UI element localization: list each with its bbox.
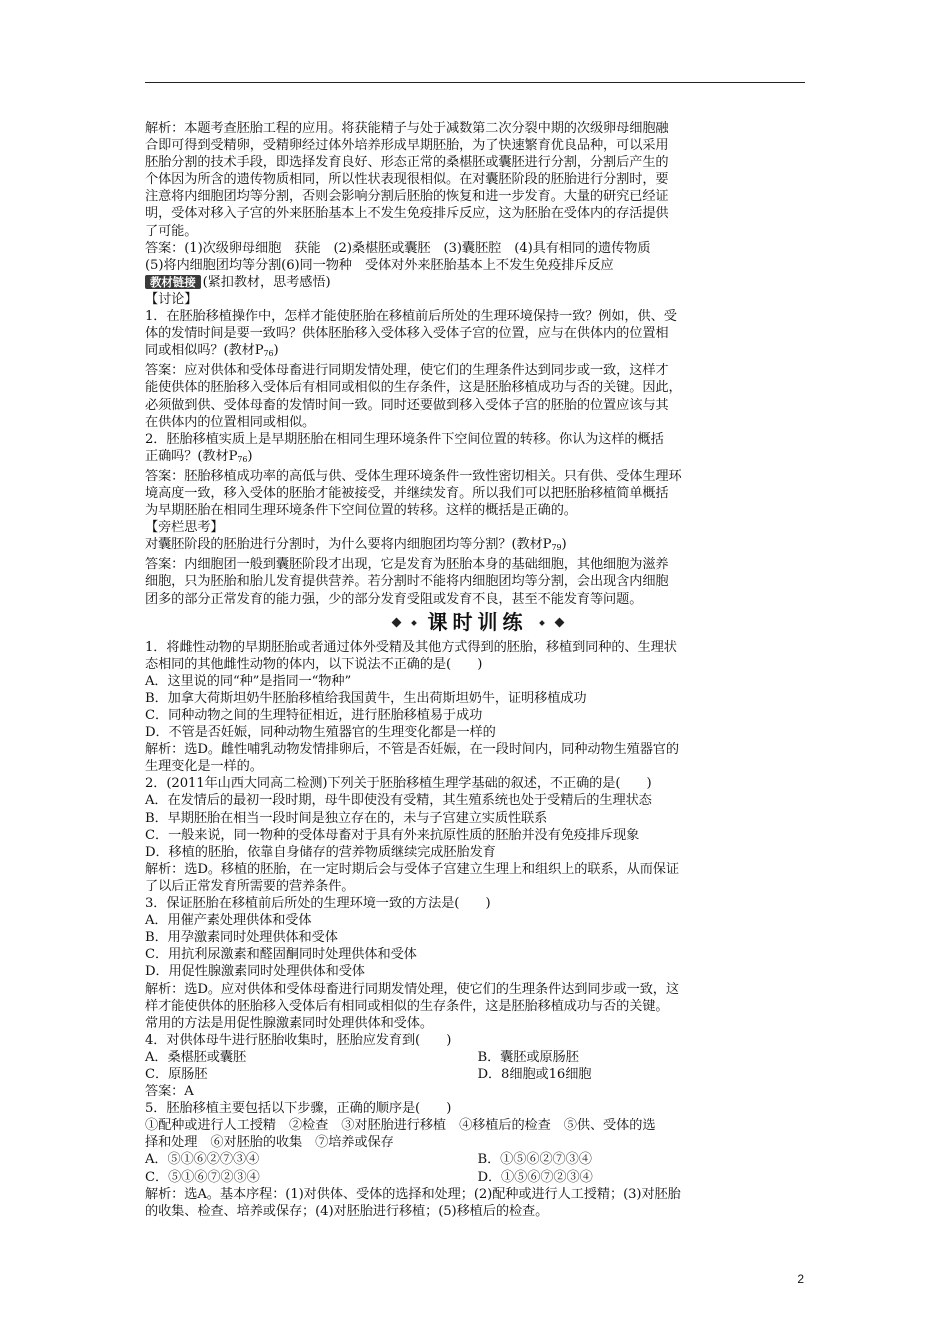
text-line: (5)将内细胞团均等分割(6)同一物种 受体对外来胚胎基本上不发生免疫排斥反应	[145, 257, 614, 273]
text-line	[145, 448, 810, 468]
side-question-close: )	[561, 537, 567, 553]
text-line: 2．胚胎移植实质上是早期胚胎在相同生理环境条件下空间位置的转移。你认为这样的概括	[145, 431, 664, 447]
text-line: 常用的方法是用促性腺激素同时处理供体和受体。	[145, 1015, 433, 1031]
side-question: 对囊胚阶段的胚胎进行分割时，为什么要将内细胞团均等分割？(教材P	[145, 537, 552, 553]
text-line: 态相同的其他雌性动物的体内，以下说法不正确的是( )	[145, 656, 483, 672]
text-line: 答案：A	[145, 1084, 194, 1100]
text-line: D．用促性腺激素同时处理供体和受体	[145, 964, 365, 980]
text-line: 的收集、检查、培养或保存；(4)对胚胎进行移植；(5)移植后的检查。	[145, 1203, 549, 1219]
text-line: 3．保证胚胎在移植前后所处的生理环境一致的方法是( )	[145, 896, 491, 912]
option-row	[145, 1169, 810, 1186]
diamond-icon	[539, 620, 545, 626]
text-line: C．同种动物之间的生理特征相近，进行胚胎移植易于成功	[145, 708, 483, 723]
section-title: 课时训练	[427, 610, 528, 635]
textbook-link-line	[145, 274, 810, 291]
text-line: 解析：选D。雌性哺乳动物发情排卵后，不管是否妊娠，在一段时间内，同种动物生殖器官的	[145, 742, 679, 758]
text-line	[145, 342, 810, 362]
text-line: 1．将雌性动物的早期胚胎或者通过体外受精及其他方式得到的胚胎，移植到同种的、生理状	[145, 639, 677, 655]
text-line: D．移植的胚胎，依靠自身储存的营养物质继续完成胚胎发育	[145, 844, 496, 860]
exercise-section	[145, 639, 810, 1220]
text-line: 团多的部分正常发育的能力强，少的部分发育受阻或发育不良，甚至不能发育等问题。	[145, 591, 643, 607]
option-b: B．囊胚或原肠胚	[477, 1049, 579, 1065]
q2-end: 正确吗？(教材P	[145, 448, 238, 464]
text-line: 样才能使供体的胚胎移入受体后有相同或相似的生存条件，这是胚胎移植成功与否的关键。	[145, 998, 669, 1014]
page-content	[145, 120, 810, 1220]
q2-close: )	[247, 448, 253, 464]
text-line: B．早期胚胎在相当一段时间是独立存在的，未与子宫建立实质性联系	[145, 810, 548, 826]
text-line: 生理变化是一样的。	[145, 759, 263, 775]
text-line: 解析：本题考查胚胎工程的应用。将获能精子与处于减数第二次分裂中期的次级卵母细胞融	[145, 121, 669, 136]
text-line: B．用孕激素同时处理供体和受体	[145, 930, 338, 946]
option-b: B．①⑤⑥②⑦③④	[477, 1152, 592, 1168]
text-line: 在供体内的位置相同或相似。	[145, 414, 316, 430]
text-line: 答案：胚胎移植成功率的高低与供、受体生理环境条件一致性密切相关。只有供、受体生理环	[145, 468, 682, 484]
page-ref: 76	[237, 454, 248, 464]
page-number: 2	[797, 1272, 804, 1286]
text-line: 体的发情时间是要一致吗？供体胚胎移入受体移入受体子宫的位置，应与在供体内的位置相	[145, 326, 669, 342]
text-line: 明，受体对移入子宫的外来胚胎基本上不发生免疫排斥反应，这为胚胎在受体内的存活提供	[145, 206, 669, 222]
text-line: C．用抗利尿激素和醛固酮同时处理供体和受体	[145, 947, 417, 963]
text-line: 个体因为所含的遗传物质相同，所以性状表现很相似。在对囊胚阶段的胚胎进行分割时，要	[145, 172, 669, 188]
text-line: 为早期胚胎在相同生理环境条件下空间位置的转移。这样的概括是正确的。	[145, 503, 577, 519]
text-line: 解析：选D。移植的胚胎，在一定时期后会与受体子宫建立生理上和组织上的联系，从而保证	[145, 861, 679, 877]
option-c: C．⑤①⑥⑦②③④	[145, 1169, 260, 1185]
text-line: 1．在胚胎移植操作中，怎样才能使胚胎在移植前后所处的生理环境保持一致？例如，供、受	[145, 309, 677, 325]
text-line: 胚胎分割的技术手段，即选择发育良好、形态正常的桑椹胚或囊胚进行分割，分割后产生的	[145, 155, 669, 171]
text-line: 注意将内细胞团均等分割，否则会影响分割后胚胎的恢复和进一步发育。大量的研究已经证	[145, 189, 669, 205]
text-line: C．一般来说，同一物种的受体母畜对于具有外来抗原性质的胚胎并没有免疫排斥现象	[145, 827, 640, 843]
diamond-icon	[391, 618, 401, 628]
header-rule	[145, 82, 805, 83]
textbook-link-note: (紧扣教材，思考感悟)	[202, 274, 331, 290]
text-line: 解析：选D。应对供体和受体母畜进行同期发情处理，使它们的生理条件达到同步或一致，这	[145, 981, 679, 997]
q1-close: )	[273, 343, 279, 359]
text-line: 答案：应对供体和受体母畜进行同期发情处理，使它们的生理条件达到同步或一致，这样才	[145, 363, 669, 379]
option-d: D．8细胞或16细胞	[477, 1066, 592, 1082]
page-ref: 76	[263, 349, 274, 359]
text-line: 答案：内细胞团一般到囊胚阶段才出现，它是发育为胚胎本身的基础细胞，其他细胞为滋养	[145, 557, 669, 573]
text-line: 2．(2011年山西大同高二检测)下列关于胚胎移植生理学基础的叙述，不正确的是( )	[145, 776, 652, 792]
text-line: A．在发情后的最初一段时期，母牛即使没有受精，其生殖系统也处于受精后的生理状态	[145, 793, 652, 809]
page-ref: 79	[551, 543, 562, 553]
text-line: 4．对供体母牛进行胚胎收集时，胚胎应发育到( )	[145, 1032, 452, 1048]
text-line	[145, 536, 810, 556]
text-line: 能使供体的胚胎移入受体后有相同或相似的生存条件，这是胚胎移植成功与否的关键。因此，	[145, 380, 682, 396]
text-line: 答案：(1)次级卵母细胞 获能 (2)桑椹胚或囊胚 (3)囊胚腔 (4)具有相同的遗传物质	[145, 240, 651, 256]
diamond-icon	[554, 618, 564, 628]
q1-end: 同或相似吗？(教材P	[145, 343, 264, 359]
text-line: 了以后正常发育所需要的营养条件。	[145, 878, 355, 894]
text-line: A．用催产素处理供体和受体	[145, 913, 312, 929]
text-line: 必须做到供、受体母畜的发情时间一致。同时还要做到移入受体子宫的胚胎的位置应该与其	[145, 397, 669, 413]
text-line: 合即可得到受精卵，受精卵经过体外培养形成早期胚胎，为了快速繁育优良品种，可以采用	[145, 138, 669, 154]
text-line: 5．胚胎移植主要包括以下步骤，正确的顺序是( )	[145, 1101, 452, 1117]
text-line: 了可能。	[145, 223, 198, 239]
discussion-heading: 【讨论】	[145, 291, 198, 307]
discussion-section	[145, 291, 810, 519]
text-line: 择和处理 ⑥对胚胎的收集 ⑦培养或保存	[145, 1135, 394, 1151]
text-line: D．不管是否妊娠，同种动物生殖器官的生理变化都是一样的	[145, 725, 496, 741]
option-a: A．桑椹胚或囊胚	[145, 1049, 247, 1065]
option-row	[145, 1066, 810, 1083]
explanation-block	[145, 120, 810, 274]
side-thinking-heading: 【旁栏思考】	[145, 520, 224, 536]
option-row	[145, 1151, 810, 1168]
side-thinking-section	[145, 519, 810, 607]
diamond-icon	[411, 620, 417, 626]
option-c: C．原肠胚	[145, 1066, 208, 1082]
text-line: 细胞，只为胚胎和胎儿发育提供营养。若分割时不能将内细胞团均等分割，会出现含内细胞	[145, 574, 669, 590]
option-d: D．①⑤⑥⑦②③④	[477, 1169, 593, 1185]
option-row	[145, 1049, 810, 1066]
text-line: B．加拿大荷斯坦奶牛胚胎移植给我国黄牛，生出荷斯坦奶牛，证明移植成功	[145, 690, 587, 706]
text-line: 境高度一致，移入受体的胚胎才能被接受，并继续发育。所以我们可以把胚胎移植简单概括	[145, 485, 669, 501]
option-a: A．⑤①⑥②⑦③④	[145, 1152, 260, 1168]
text-line: ①配种或进行人工授精 ②检查 ③对胚胎进行移植 ④移植后的检查 ⑤供、受体的选	[145, 1118, 656, 1134]
section-title-banner	[145, 610, 810, 636]
textbook-link-badge: 教材链接	[145, 275, 201, 289]
text-line: A．这里说的同“种”是指同一“物种”	[145, 673, 352, 689]
text-line: 解析：选A。基本序程：(1)对供体、受体的选择和处理；(2)配种或进行人工授精；(3)对胚胎	[145, 1186, 681, 1202]
